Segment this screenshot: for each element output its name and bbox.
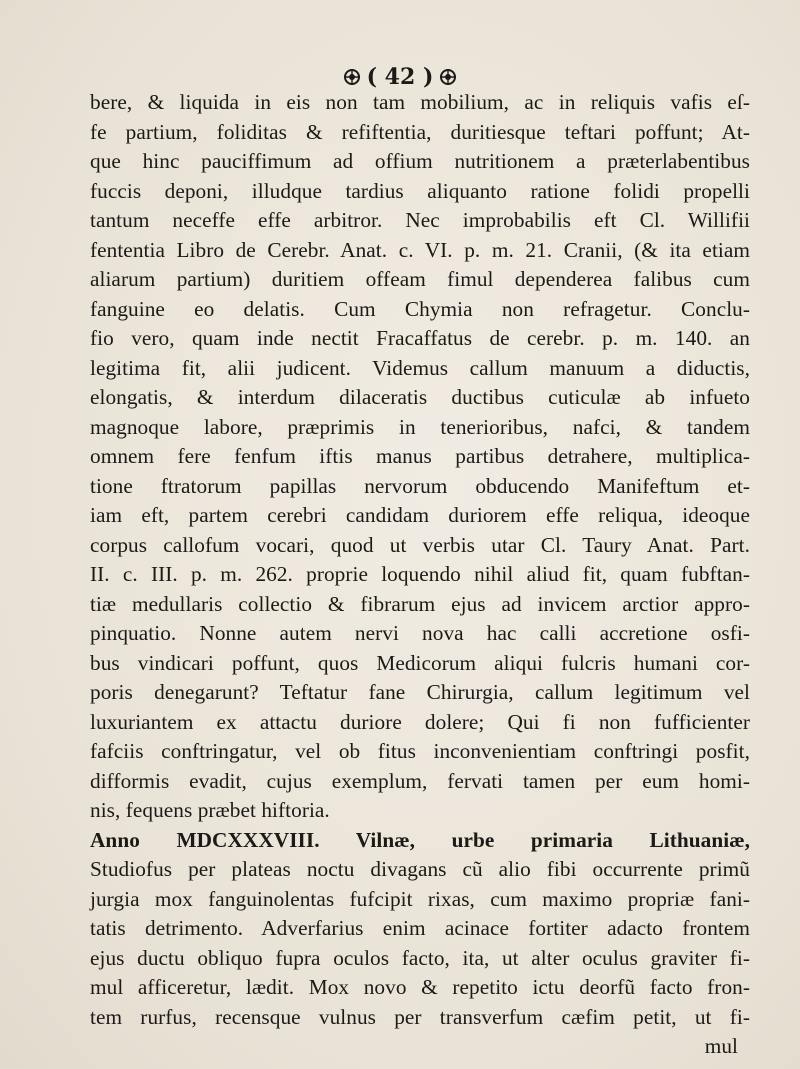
text-line: tatis detrimento. Adverfarius enim acinace fortiter adacto frontem <box>90 916 750 940</box>
text-line: Studiofus per plateas noctu divagans cũ alio fibi occurrente primũ <box>90 857 750 881</box>
text-line: iam eft, partem cerebri candidam duriorem effe reliqua, ideoque <box>90 503 750 527</box>
text-line: tione ftratorum papillas nervorum obducendo Manifeftum et- <box>90 473 750 498</box>
fleuron-right-icon <box>439 68 457 86</box>
catchword: mul <box>704 1034 738 1058</box>
text-line: jurgia mox fanguinolentas fufcipit rixas, cum maximo propriæ fani- <box>90 886 750 911</box>
text-line: Anno MDCXXXVIII. Vilnæ, urbe primaria Lithuaniæ, <box>90 827 750 852</box>
text-line: legitima fit, alii judicent. Videmus callum manuum a diductis, <box>90 355 750 380</box>
text-line: difformis evadit, cujus exemplum, fervati tamen per eum homi- <box>90 768 750 793</box>
text-line: luxuriantem ex attactu duriore dolere; Qui fi non fufficienter <box>90 709 750 734</box>
text-line: ejus ductu obliquo fupra oculos facto, ita, ut alter oculus graviter fi- <box>90 945 750 970</box>
text-line: tiæ medullaris collectio & fibrarum ejus ad invicem arctior appro- <box>90 591 750 616</box>
text-line: tem rurfus, recensque vulnus per transverfum cæfim petit, ut fi- <box>90 1004 750 1029</box>
text-line: corpus callofum vocari, quod ut verbis utar Cl. Taury Anat. Part. <box>90 532 750 557</box>
text-line: poris denegarunt? Teftatur fane Chirurgia, callum legitimum vel <box>90 680 750 704</box>
text-line: tantum neceffe effe arbitror. Nec improbabilis eft Cl. Willifii <box>90 208 750 232</box>
text-line: pinquatio. Nonne autem nervi nova hac calli accretione osfi- <box>90 621 750 645</box>
text-line: omnem fere fenfum iftis manus partibus detrahere, multiplica- <box>90 444 750 468</box>
page-number: ( 42 ) <box>366 64 434 90</box>
text-line: nis, fequens præbet hiftoria. <box>90 798 330 822</box>
body-text <box>90 88 750 1062</box>
text-line: que hinc pauciffimum ad offium nutritionem a præterlabentibus <box>90 149 750 173</box>
text-line: fuccis deponi, illudque tardius aliquanto ratione folidi propelli <box>90 178 750 203</box>
text-line: bus vindicari poffunt, quos Medicorum aliqui fulcris humani cor- <box>90 650 750 675</box>
fleuron-left-icon <box>343 68 361 86</box>
text-line: fanguine eo delatis. Cum Chymia non refragetur. Conclu- <box>90 296 750 321</box>
text-line: aliarum partium) duritiem offeam fimul dependerea falibus cum <box>90 267 750 291</box>
text-line: fio vero, quam inde nectit Fracaffatus de cerebr. p. m. 140. an <box>90 326 750 350</box>
page-header <box>0 64 800 90</box>
text-line: magnoque labore, præprimis in tenerioribus, nafci, & tandem <box>90 414 750 439</box>
text-line: elongatis, & interdum dilaceratis ductibus cuticulæ ab infueto <box>90 385 750 409</box>
text-line: bere, & liquida in eis non tam mobilium, ac in reliquis vafis eſ- <box>90 90 750 114</box>
text-line: fententia Libro de Cerebr. Anat. c. VI. p. m. 21. Cranii, (& ita etiam <box>90 237 750 262</box>
text-line: II. c. III. p. m. 262. proprie loquendo nihil aliud fit, quam fubftan- <box>90 562 750 586</box>
text-line: fe partium, foliditas & refiftentia, duritiesque teftari poffunt; At- <box>90 119 750 144</box>
text-line: fafciis conftringatur, vel ob fitus inconvenientiam conftringi posfit, <box>90 739 750 763</box>
text-line: mul afficeretur, lædit. Mox novo & repetito ictu deorfũ facto fron- <box>90 975 750 999</box>
